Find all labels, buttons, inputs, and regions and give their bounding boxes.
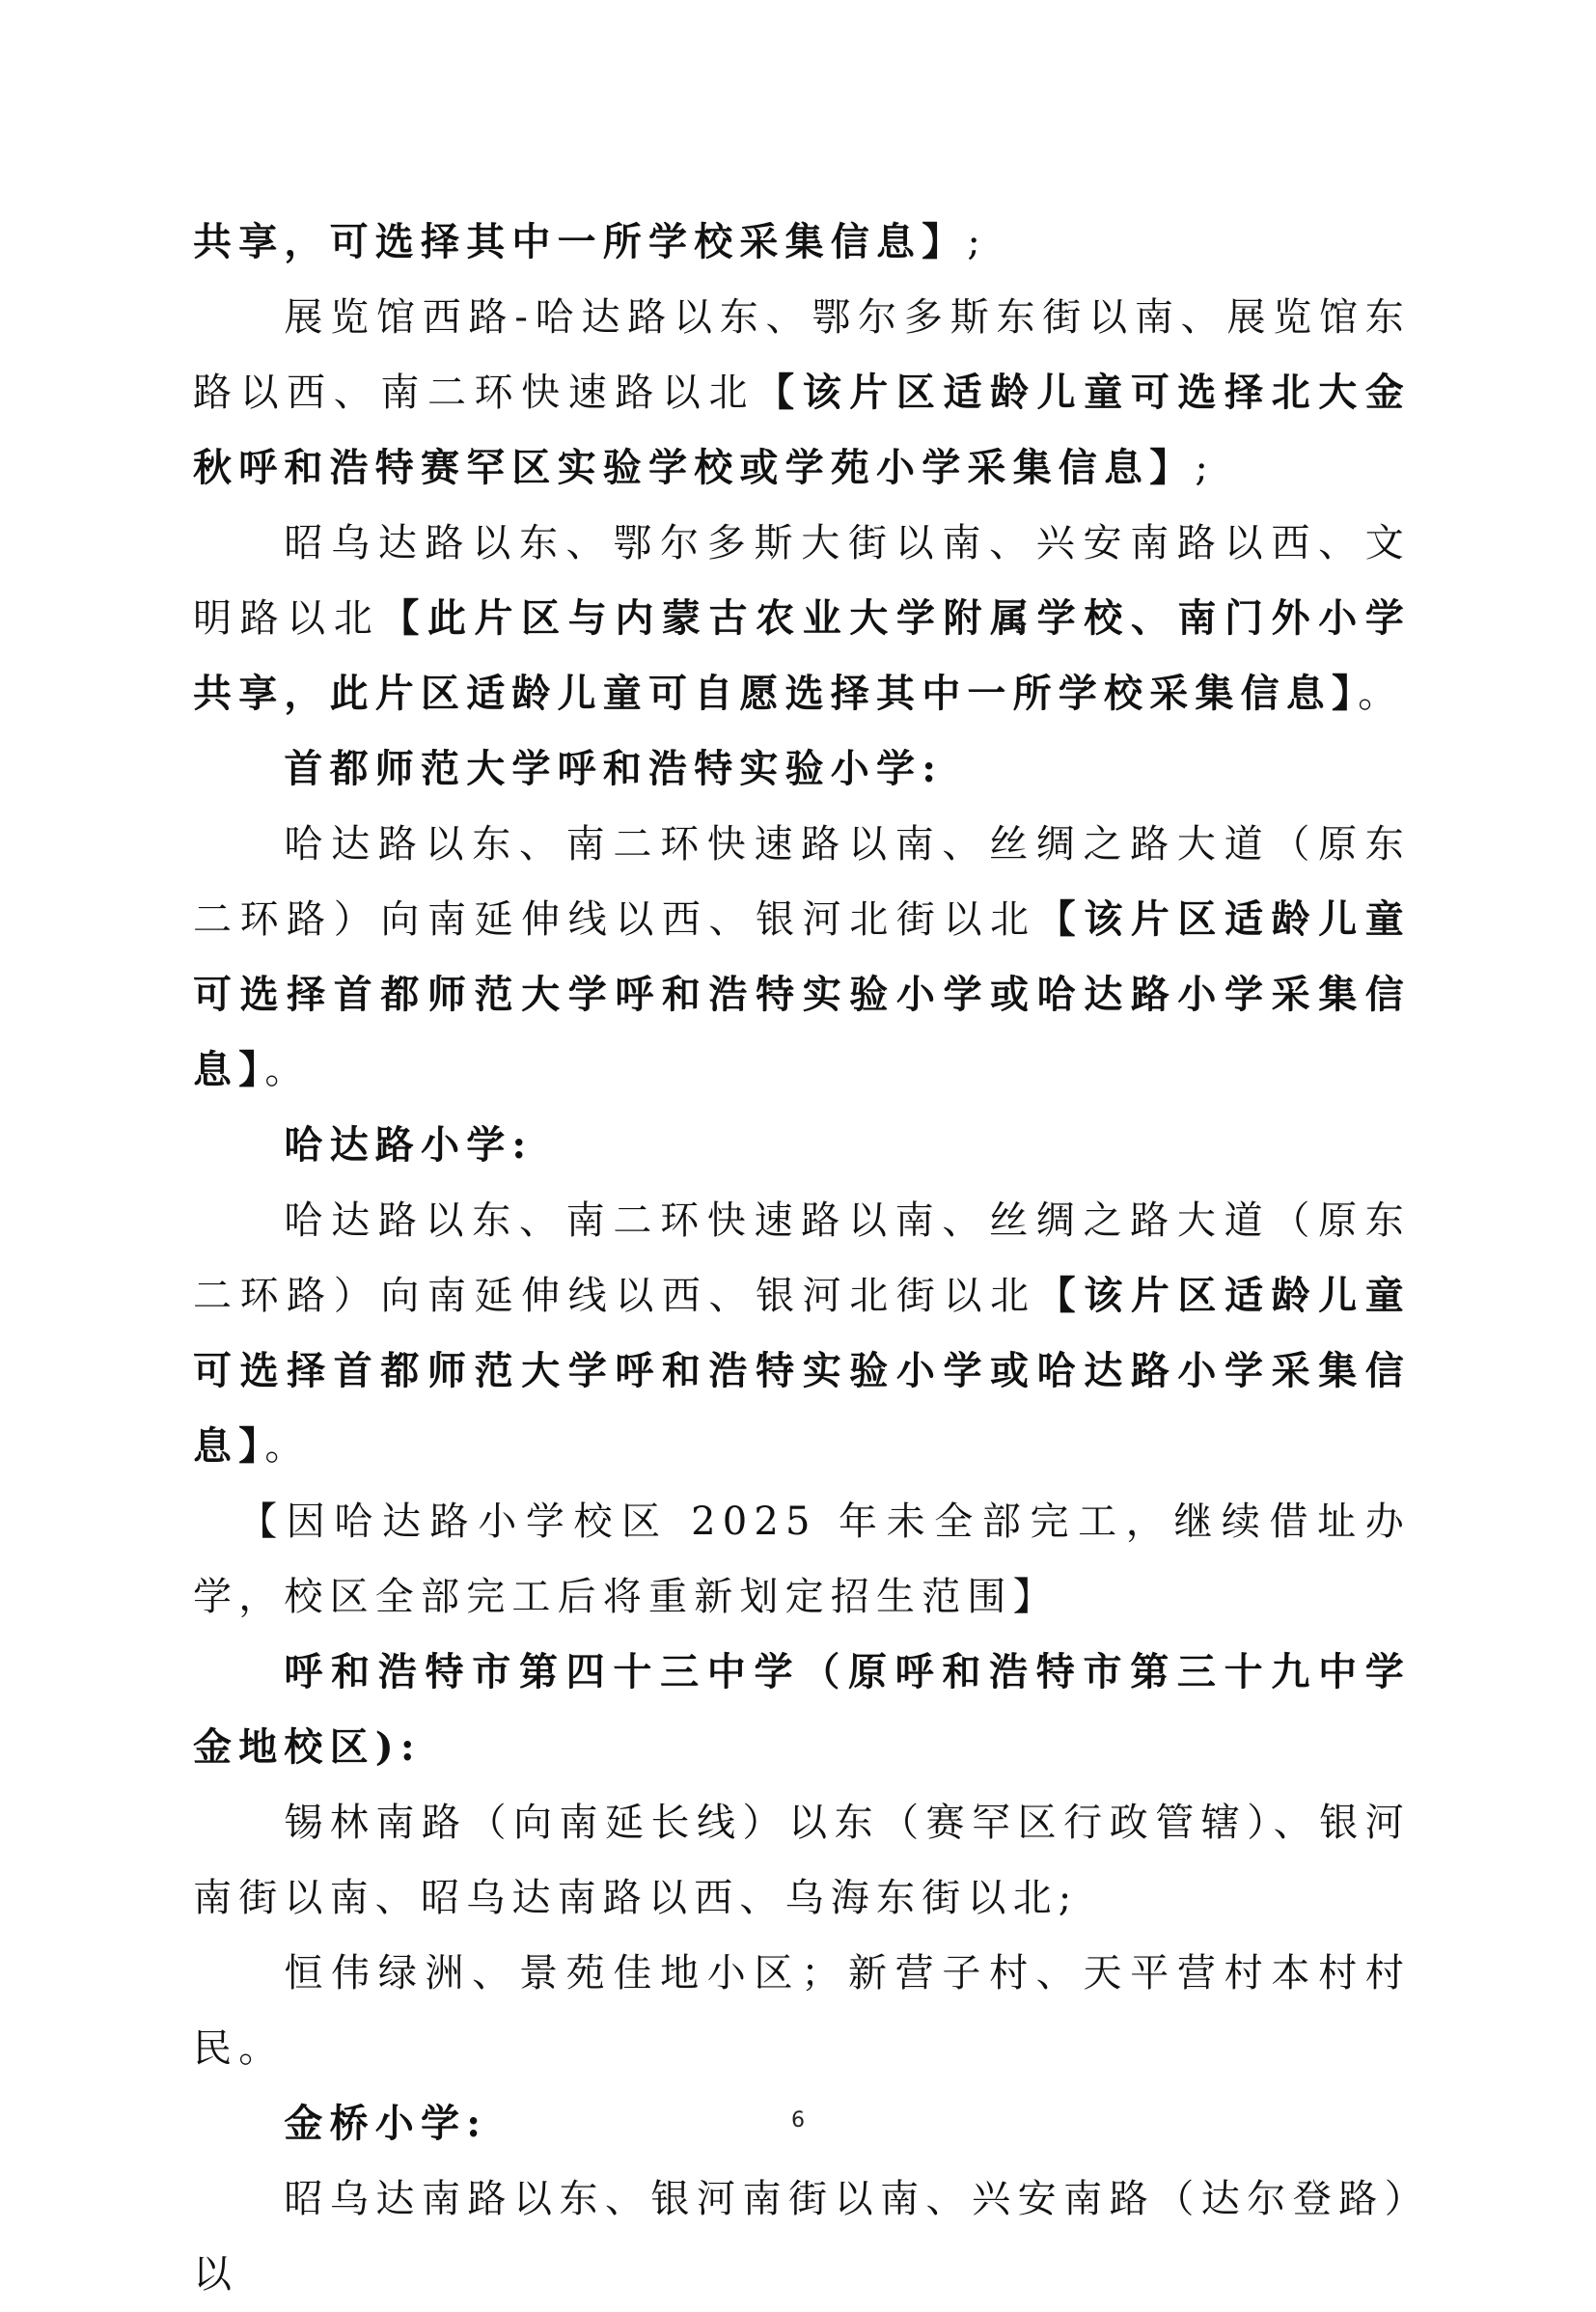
paragraph-hada-road-note: 【因哈达路小学校区 2025 年未全部完工，继续借址办学，校区全部完工后将重新划定招生范围】	[193, 1500, 1411, 1619]
zone-note: 【该片区适龄儿童可选择首都师范大学呼和浩特实验小学或哈达路小学采集信息】	[193, 1273, 1411, 1469]
zone-note: 【此片区与内蒙古农业大学附属学校、南门外小学共享，此片区适龄儿童可自愿选择其中一所学校采集信息】	[193, 595, 1411, 716]
zone-note: 【该片区适龄儿童可选择北大金秋呼和浩特赛罕区实验学校或学苑小学采集信息】	[193, 370, 1411, 490]
zone-description: 哈达路以东、南二环快速路以南、丝绸之路大道（原东二环路）向南延伸线以西、银河北街以北	[193, 822, 1411, 942]
school-heading-no43-middle: 呼和浩特市第四十三中学（原呼和浩特市第三十九中学金地校区):	[193, 1649, 1411, 1770]
school-heading-jinqiao: 金桥小学:	[284, 2101, 488, 2146]
punctuation: 。	[264, 1048, 311, 1092]
paragraph-zone-zhaowuda	[193, 506, 1411, 731]
bold-text: 共享，可选择其中一所学校采集信息】	[193, 219, 968, 264]
paragraph-zone-hada-road	[193, 1183, 1411, 1484]
zone-note: 【该片区适龄儿童可选择首都师范大学呼和浩特实验小学或哈达路小学采集信息】	[193, 896, 1411, 1092]
school-heading-hada-road: 哈达路小学:	[284, 1122, 534, 1168]
punctuation: 。	[1358, 672, 1404, 716]
paragraph-zone-no43-middle: 锡林南路（向南延长线）以东（赛罕区行政管辖）、银河南街以南、昭乌达南路以西、乌海东街以北;	[193, 1801, 1411, 1920]
zone-description: 昭乌达路以东、鄂尔多斯大街以南、兴安南路以西、文明路以北	[193, 521, 1411, 641]
punctuation: ;	[1195, 446, 1216, 490]
paragraph-continuation	[193, 205, 1411, 280]
paragraph-communities: 恒伟绿洲、景苑佳地小区；新营子村、天平营村本村村民。	[193, 1951, 1411, 2071]
paragraph-zone-jinqiao: 昭乌达南路以东、银河南街以南、兴安南路（达尔登路）以	[193, 2177, 1411, 2297]
punctuation: ;	[967, 220, 988, 264]
page-number: 6	[791, 2108, 805, 2133]
punctuation: 。	[264, 1424, 311, 1469]
zone-description: 展览馆西路-哈达路以东、鄂尔多斯东街以南、展览馆东路以西、南二环快速路以北	[193, 295, 1411, 415]
zone-description: 哈达路以东、南二环快速路以南、丝绸之路大道（原东二环路）向南延伸线以西、银河北街以北	[193, 1198, 1411, 1318]
school-heading-capital-normal: 首都师范大学呼和浩特实验小学:	[284, 746, 944, 791]
paragraph-zone-capital-normal	[193, 807, 1411, 1108]
paragraph-zone-exhibition-hall	[193, 280, 1411, 506]
document-body	[193, 205, 1411, 2312]
